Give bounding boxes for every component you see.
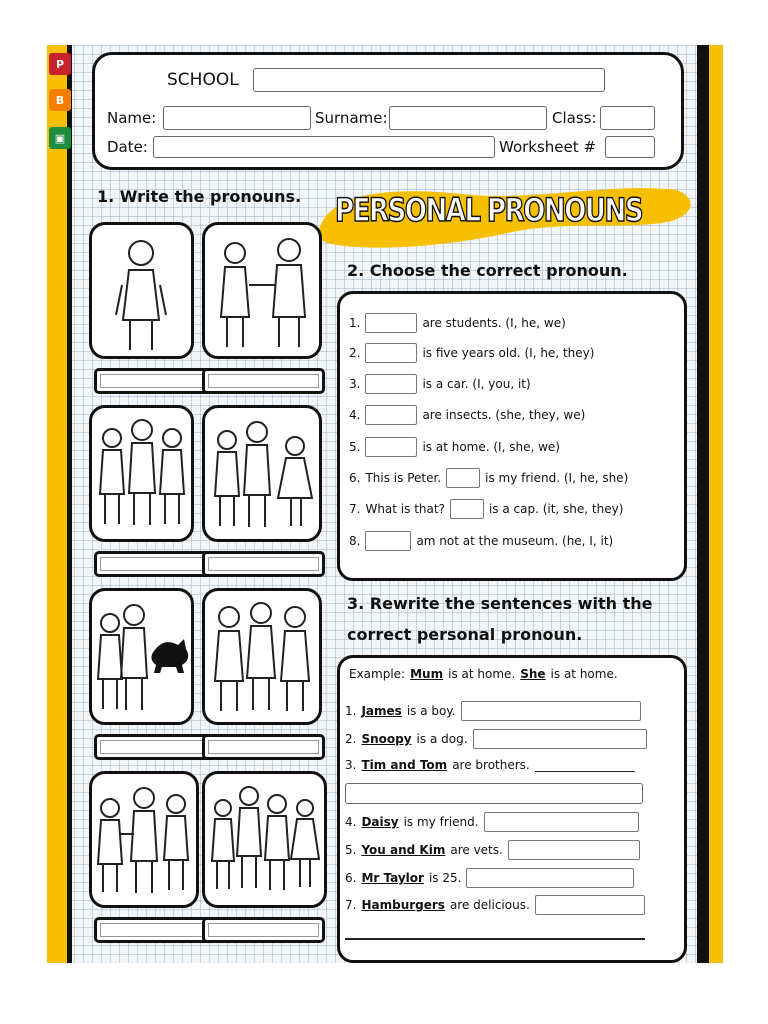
picture-three-people: [89, 405, 194, 542]
s3-final-answer-line[interactable]: [345, 938, 645, 940]
answer-box-8[interactable]: [202, 917, 325, 943]
picture-three-people-girl: [202, 405, 322, 542]
s2-blank-7[interactable]: [450, 499, 484, 519]
s2-item-1: 1. are students. (I, he, we): [349, 313, 566, 333]
s2-blank-8[interactable]: [365, 531, 411, 551]
group-people-icon: [205, 591, 319, 722]
s3-answer-7[interactable]: [535, 895, 645, 915]
answer-box-5[interactable]: [94, 734, 217, 760]
answer-box-1[interactable]: [94, 368, 217, 394]
s3-item-7: 7. Hamburgers are delicious.: [345, 895, 645, 915]
date-label: Date:: [107, 138, 148, 156]
s3-item-1: 1. James is a boy.: [345, 701, 641, 721]
picture-four-people: [202, 771, 327, 908]
group-people-icon: [92, 408, 191, 539]
s3-answer-5[interactable]: [508, 840, 640, 860]
s3-item-6: 6. Mr Taylor is 25.: [345, 868, 634, 888]
surname-label: Surname:: [315, 109, 388, 127]
section3-heading-line2: correct personal pronoun.: [347, 625, 583, 644]
right-black-strip: [697, 45, 709, 963]
s2-item-5: 5. is at home. (I, she, we): [349, 437, 560, 457]
two-people-icon: [205, 225, 319, 356]
worksheet-number-field[interactable]: [605, 136, 655, 158]
class-label: Class:: [552, 109, 597, 127]
people-with-cat-icon: [92, 591, 191, 722]
man-figure-icon: [92, 225, 191, 356]
picture-man-alone: [89, 222, 194, 359]
s3-answer-2[interactable]: [473, 729, 647, 749]
group-people-icon: [92, 774, 196, 905]
s3-item-5: 5. You and Kim are vets.: [345, 840, 640, 860]
s3-example: Example: Mum is at home. She is at home.: [349, 667, 618, 681]
pinterest-icon[interactable]: P: [49, 53, 71, 75]
section1-heading: 1. Write the pronouns.: [97, 187, 302, 206]
school-field[interactable]: [253, 68, 605, 92]
s2-item-2: 2. is five years old. (I, he, they): [349, 343, 594, 363]
left-black-strip: [67, 45, 72, 963]
right-yellow-strip: [709, 45, 723, 963]
s2-blank-2[interactable]: [365, 343, 417, 363]
s2-blank-6[interactable]: [446, 468, 480, 488]
picture-two-people-cat: [89, 588, 194, 725]
worksheet-label: Worksheet #: [499, 138, 596, 156]
s2-item-8: 8. am not at the museum. (he, I, it): [349, 531, 613, 551]
blogger-icon[interactable]: B: [49, 89, 71, 111]
section2-heading: 2. Choose the correct pronoun.: [347, 261, 628, 280]
name-field[interactable]: [163, 106, 311, 130]
class-field[interactable]: [600, 106, 655, 130]
s3-answer-1[interactable]: [461, 701, 641, 721]
s2-item-4: 4. are insects. (she, they, we): [349, 405, 585, 425]
s2-item-3: 3. is a car. (I, you, it): [349, 374, 531, 394]
surname-field[interactable]: [389, 106, 547, 130]
s3-answer-3-box[interactable]: [345, 783, 643, 804]
s2-blank-1[interactable]: [365, 313, 417, 333]
s3-item-2: 2. Snoopy is a dog.: [345, 729, 647, 749]
s3-answer-3-line[interactable]: [535, 758, 635, 772]
s2-item-6: 6. This is Peter. is my friend. (I, he, she): [349, 468, 628, 488]
student-info-panel: [92, 52, 684, 170]
picture-two-men: [202, 222, 322, 359]
section3-heading-line1: 3. Rewrite the sentences with the: [347, 594, 653, 613]
s3-answer-6[interactable]: [466, 868, 634, 888]
answer-box-4[interactable]: [202, 551, 325, 577]
worksheet-page: [47, 45, 723, 963]
picture-three-men: [202, 588, 322, 725]
s2-blank-3[interactable]: [365, 374, 417, 394]
picture-handshake: [89, 771, 199, 908]
answer-box-2[interactable]: [202, 368, 325, 394]
left-yellow-strip: [47, 45, 67, 963]
classroom-icon[interactable]: ▣: [49, 127, 71, 149]
date-field[interactable]: [153, 136, 495, 158]
s2-blank-5[interactable]: [365, 437, 417, 457]
worksheet-title: PERSONAL PRONOUNS: [335, 191, 642, 229]
s2-item-7: 7. What is that? is a cap. (it, she, they): [349, 499, 623, 519]
answer-box-7[interactable]: [94, 917, 217, 943]
school-label: SCHOOL: [167, 70, 239, 90]
name-label: Name:: [107, 109, 157, 127]
group-people-icon: [205, 774, 324, 905]
s3-item-4: 4. Daisy is my friend.: [345, 812, 639, 832]
answer-box-6[interactable]: [202, 734, 325, 760]
s3-answer-4[interactable]: [484, 812, 639, 832]
group-people-icon: [205, 408, 319, 539]
s3-item-3: 3. Tim and Tom are brothers.: [345, 758, 635, 772]
answer-box-3[interactable]: [94, 551, 217, 577]
s2-blank-4[interactable]: [365, 405, 417, 425]
